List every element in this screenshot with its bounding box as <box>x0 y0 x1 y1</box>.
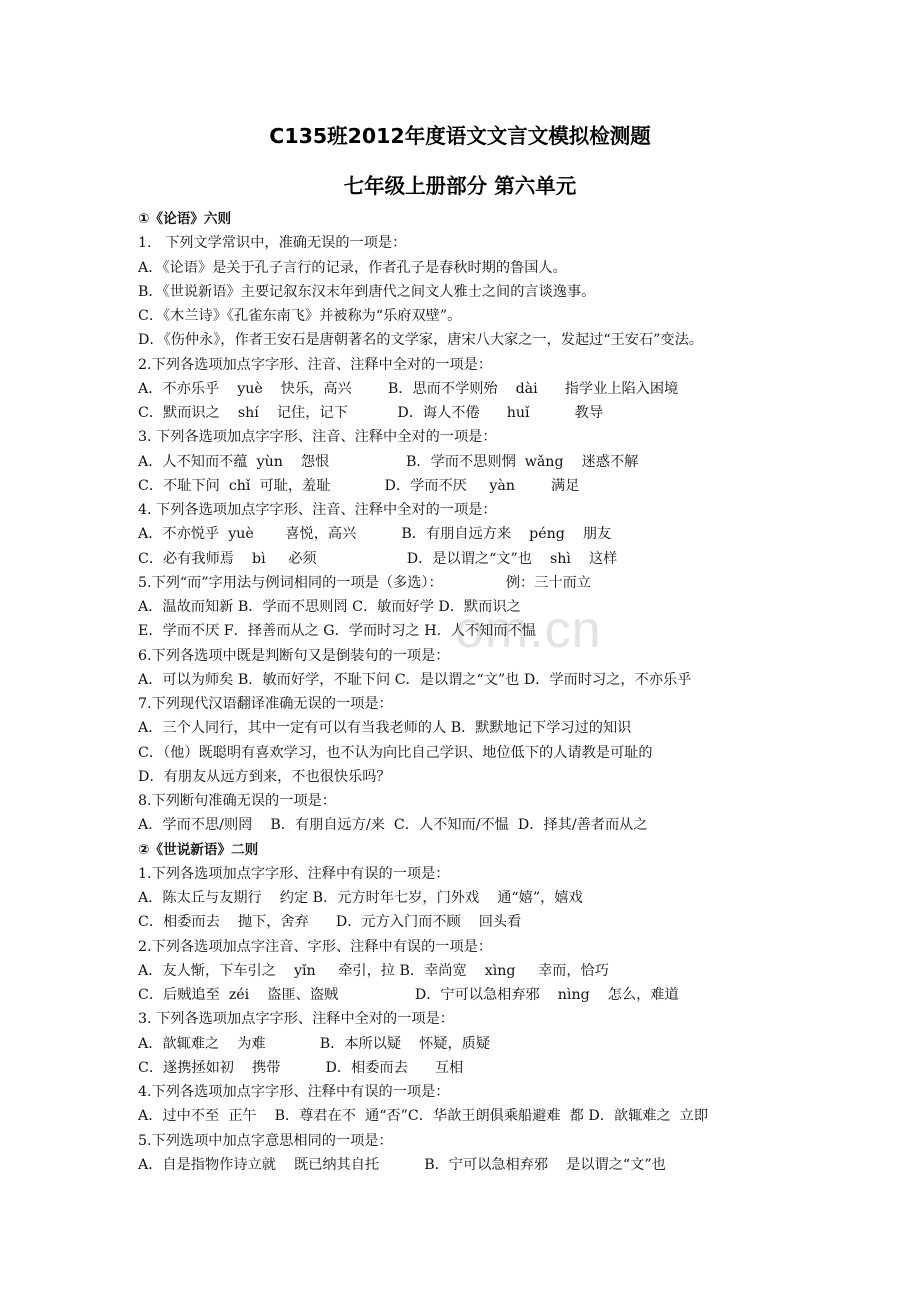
text-line: A．人不知而不蕴 yùn 怨恨 B．学而不思则惘 wǎng 迷惑不解 <box>138 453 639 470</box>
text-line: A．自是指物作诗立就 既已纳其自托 B．宁可以急相弃邪 是以谓之“文”也 <box>138 1156 666 1173</box>
text-line: C．后贼追至 zéi 盗匪、盗贼 D．宁可以急相弃邪 nìng 怎么，难道 <box>138 987 679 1003</box>
text-line: 1. 下列文学常识中，准确无误的一项是： <box>138 235 407 252</box>
text-line: A．过中不至 正午 B．尊君在不 通“否”C．华歆王朗俱乘船避难 都 D．歆辄难之 立即 <box>138 1108 709 1125</box>
text-line: 7.下列现代汉语翻译准确无误的一项是： <box>138 696 393 712</box>
text-line: C．遂携拯如初 携带 D．相委而去 互相 <box>138 1059 464 1076</box>
text-line: D．有朋友从远方到来，不也很快乐吗？ <box>138 768 391 785</box>
text-line: 1.下列各选项加点字字形、注释中有误的一项是： <box>138 865 450 882</box>
text-line: B．《世说新语》主要记叙东汉末年到唐代之间文人雅士之间的言谈逸事。 <box>138 283 596 300</box>
text-line: 2.下列各选项加点字字形、注音、注释中全对的一项是： <box>138 356 493 373</box>
text-line: E．学而不厌 F．择善而从之 G．学而时习之 H．人不知而不愠 <box>138 623 536 640</box>
section-heading: ①《论语》六则 <box>138 211 232 227</box>
text-line: A．三个人同行，其中一定有可以有当我老师的人 B．默默地记下学习过的知识 <box>138 720 632 737</box>
text-line: 3. 下列各选项加点字字形、注音、注释中全对的一项是： <box>138 429 497 446</box>
text-line: A．学而不思/则罔 B．有朋自远方/来 C．人不知而/不愠 D．择其/善者而从之 <box>138 817 648 834</box>
text-line: A．《论语》是关于孔子言行的记录，作者孔子是春秋时期的鲁国人。 <box>138 259 567 276</box>
text-line: 5.下列“而”字用法与例词相同的一项是（多选）： 例：三十而立 <box>138 574 591 591</box>
text-line: 8.下列断句准确无误的一项是： <box>138 793 336 809</box>
text-line: A．温故而知新 B．学而不思则罔 C．敏而好学 D．默而识之 <box>138 599 521 615</box>
text-line: 5.下列选项中加点字意思相同的一项是： <box>138 1132 393 1149</box>
text-line: 2.下列各选项加点字注音、字形、注释中有误的一项是： <box>138 938 493 955</box>
text-line: A．歆辄难之 为难 B．本所以疑 怀疑，质疑 <box>138 1035 491 1052</box>
question-body <box>138 207 798 1177</box>
text-line: C．默而识之 shí 记住，记下 D．诲人不倦 huǐ 教导 <box>138 405 604 421</box>
text-line: A．不亦悦乎 yuè 喜悦，高兴 B．有朋自远方来 péng 朋友 <box>138 526 612 543</box>
section-heading: ②《世说新语》二则 <box>138 841 259 858</box>
text-line: 4. 下列各选项加点字字形、注音、注释中全对的一项是： <box>138 502 497 518</box>
document-title: C135班2012年度语文文言文模拟检测题 <box>269 124 651 148</box>
text-line: A．陈太丘与友期行 约定 B．元方时年七岁，门外戏 通“嬉”，嬉戏 <box>138 890 583 906</box>
text-line: C．必有我师焉 bì 必须 D．是以谓之“文”也 shì 这样 <box>138 550 618 567</box>
text-line: C．（他）既聪明有喜欢学习，也不认为向比自己学识、地位低下的人请教是可耻的 <box>138 744 653 761</box>
text-line: C．不耻下问 chǐ 可耻，羞耻 D．学而不厌 yàn 满足 <box>138 477 580 494</box>
watermark: om.cn <box>455 601 602 659</box>
text-line: 3. 下列各选项加点字字形、注释中全对的一项是： <box>138 1011 454 1028</box>
text-line: 4.下列各选项加点字字形、注释中有误的一项是： <box>138 1084 450 1100</box>
text-line: A．友人惭，下车引之 yǐn 牵引，拉 B．幸尚宽 xìng 幸而，恰巧 <box>138 962 609 979</box>
text-line: A．可以为师矣 B．敏而好学，不耻下问 C．是以谓之“文”也 D．学而时习之，不亦乐乎 <box>138 671 692 688</box>
text-line: D．《伤仲永》，作者王安石是唐朝著名的文学家，唐宋八大家之一，发起过“王安石”变法。 <box>138 332 703 349</box>
text-line: A．不亦乐乎 yuè 快乐，高兴 B．思而不学则殆 dài 指学业上陷入困境 <box>138 380 679 397</box>
text-line: 6.下列各选项中既是判断句又是倒装句的一项是： <box>138 647 450 664</box>
text-line: C．《木兰诗》《孔雀东南飞》并被称为“乐府双壁”。 <box>138 308 462 324</box>
text-line: C．相委而去 抛下，舍弃 D．元方入门而不顾 回头看 <box>138 914 522 931</box>
document-subtitle: 七年级上册部分 第六单元 <box>343 174 577 198</box>
